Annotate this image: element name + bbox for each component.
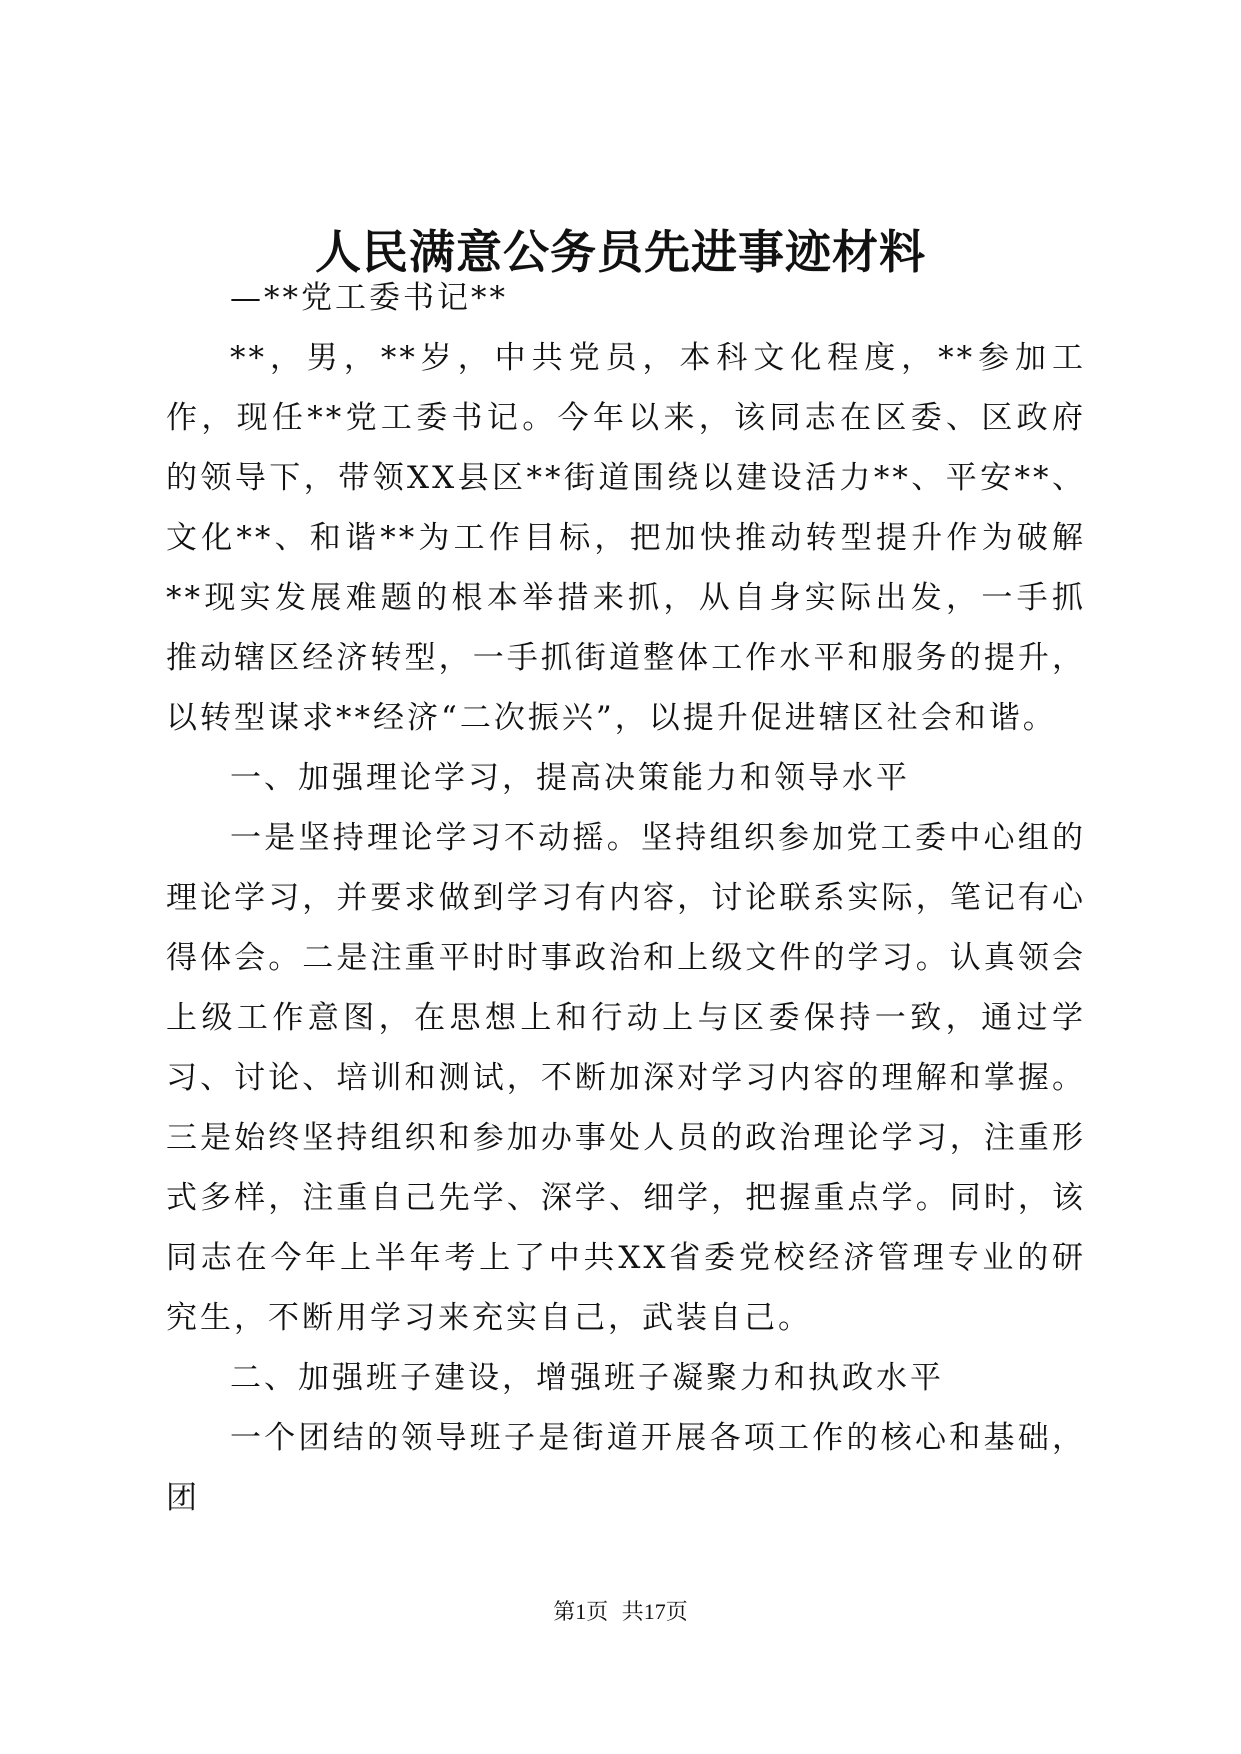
paragraph-intro: **，男，**岁，中共党员，本科文化程度，**参加工作，现任**党工委书记。今年以来，该同志在区委、区政府的领导下，带领XX县区**街道围绕以建设活力**、平安**、文化**、和谐**为工作目标，把加快推动转型提升作为破解**现实发展难题的根本举措来抓，从自身实际出发，一手抓推动辖区经济转型，一手抓街道整体工作水平和服务的提升，以转型谋求**经济“二次振兴”，以提升促进辖区社会和谐。 [166,340,1086,736]
paragraph-section-2: 一个团结的领导班子是街道开展各项工作的核心和基础，团 [166,1420,1086,1516]
paragraph-section-1: 一是坚持理论学习不动摇。坚持组织参加党工委中心组的理论学习，并要求做到学习有内容，讨论联系实际，笔记有心得体会。二是注重平时时事政治和上级文件的学习。认真领会上级工作意图，在思想上和行动上与区委保持一致，通过学习、讨论、培训和测试，不断加深对学习内容的理解和掌握。三是始终坚持组织和参加办事处人员的政治理论学习，注重形式多样，注重自己先学、深学、细学，把握重点学。同时，该同志在今年上半年考上了中共XX省委党校经济管理专业的研究生，不断用学习来充实自己，武装自己。 [166,820,1086,1336]
page-number: 第1页 [553,1599,609,1624]
section-heading-1: 一、加强理论学习，提高决策能力和领导水平 [230,760,910,796]
document-subtitle: —**党工委书记** [230,280,508,316]
page-total: 共17页 [621,1599,688,1624]
section-heading-2: 二、加强班子建设，增强班子凝聚力和执政水平 [230,1360,944,1396]
document-body [166,268,1086,1528]
page-footer [0,1597,1241,1627]
document-title: 人民满意公务员先进事迹材料 [315,225,926,279]
